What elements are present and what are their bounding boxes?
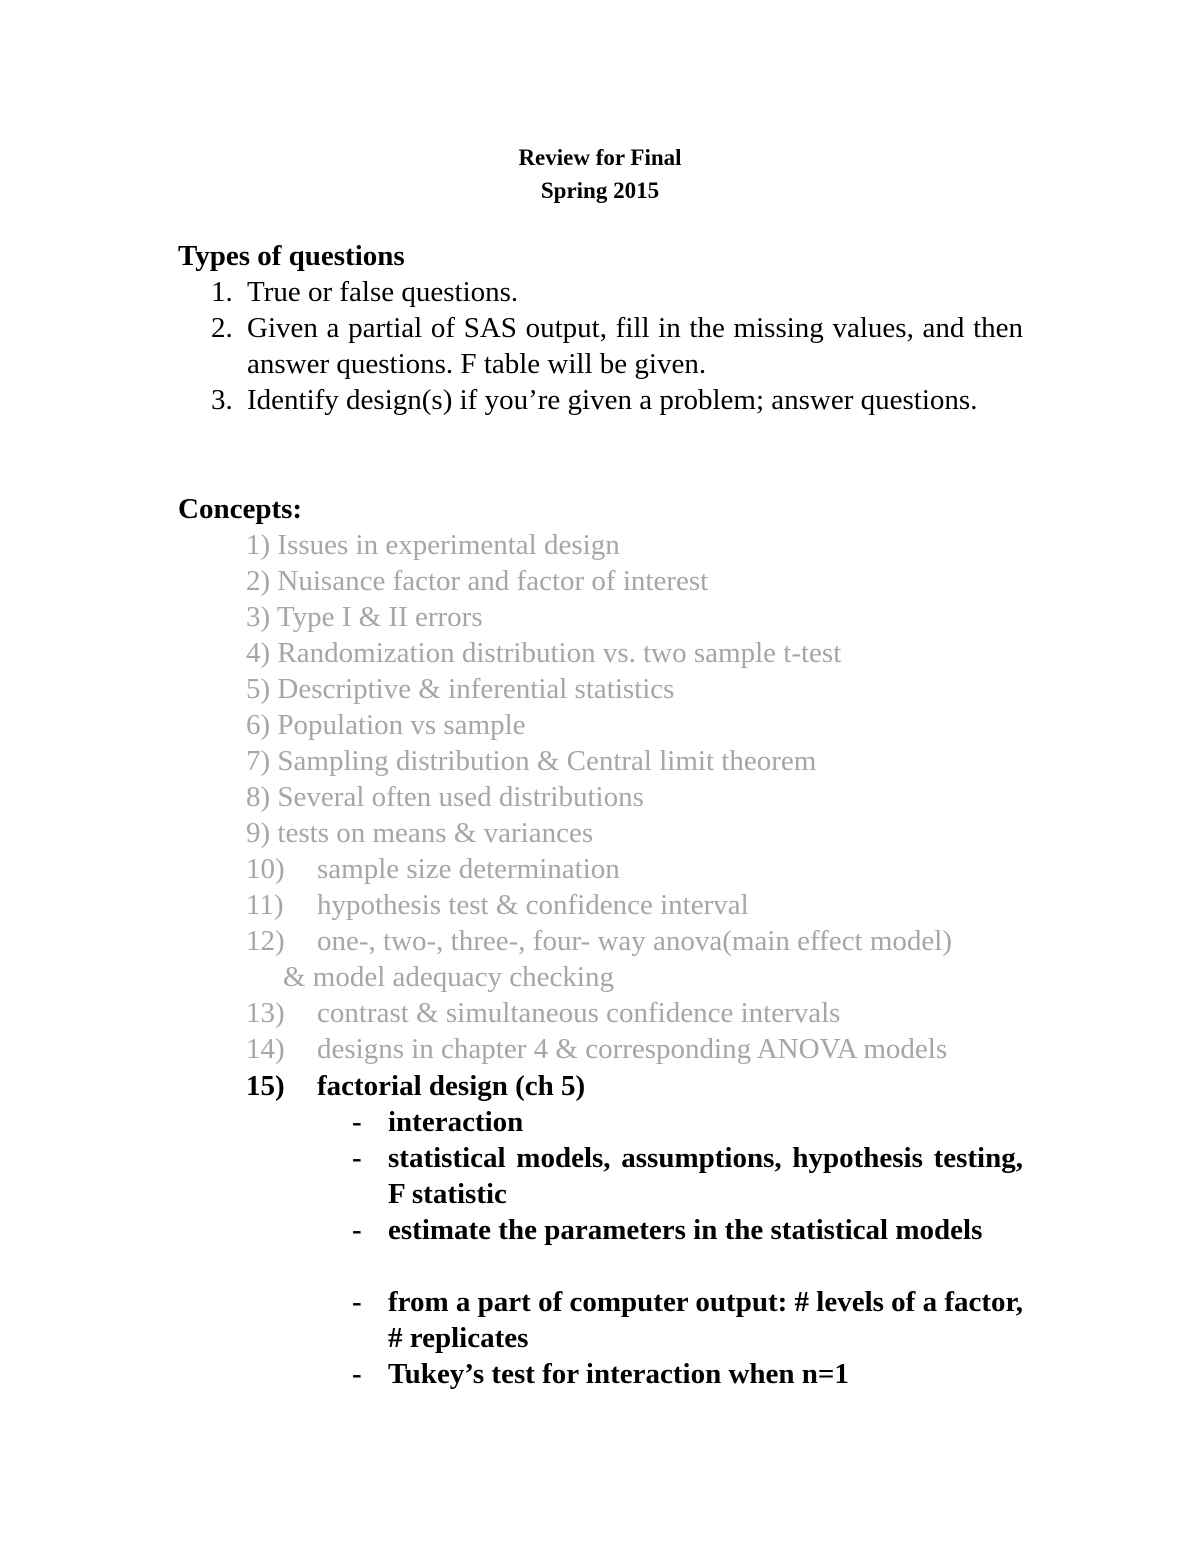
concept-number: 14) <box>246 1033 285 1065</box>
concept-text: Sampling distribution & Central limit theorem <box>277 745 817 777</box>
concepts-heading: Concepts: <box>178 493 303 525</box>
concept-item <box>246 671 1026 707</box>
question-type-text: Given a partial of SAS output, fill in the missing values, and then answer questions. F table will be given. <box>247 312 1023 380</box>
subtopic-text: interaction <box>388 1106 524 1138</box>
concept-item <box>246 599 1026 635</box>
concept-number: 5) <box>246 673 271 705</box>
bullet-dash: - <box>352 1214 362 1246</box>
bullet-dash: - <box>352 1286 362 1318</box>
concept-text: sample size determination <box>317 853 620 885</box>
concept-number: 3) <box>246 601 271 633</box>
document-title: Review for Final <box>518 145 682 170</box>
concept-text: tests on means & variances <box>277 817 594 849</box>
subtopic-item <box>352 1212 1023 1248</box>
subtopic-text: Tukey’s test for interaction when n=1 <box>388 1358 849 1390</box>
concept-item <box>246 707 1026 743</box>
concept-number: 1) <box>246 529 271 561</box>
concept-text: factorial design (ch 5) <box>317 1070 586 1102</box>
question-type-item <box>211 382 1023 418</box>
concept-number: 7) <box>246 745 271 777</box>
concept-number: 2) <box>246 565 271 597</box>
concept-item <box>246 779 1026 815</box>
question-type-text: Identify design(s) if you’re given a problem; answer questions. <box>247 384 978 416</box>
document-subtitle: Spring 2015 <box>540 178 660 203</box>
concept-item <box>246 923 1026 959</box>
question-type-item <box>211 310 1023 382</box>
concept-number: 11) <box>246 889 284 921</box>
bullet-dash: - <box>352 1142 362 1174</box>
subtopic-text: estimate the parameters in the statistical models <box>388 1214 983 1246</box>
subtopic-item <box>352 1356 1023 1392</box>
concept-text: Several often used distributions <box>277 781 644 813</box>
question-type-text: True or false questions. <box>247 276 519 308</box>
concept-text-continuation: & model adequacy checking <box>283 961 614 993</box>
question-type-number: 2. <box>211 312 233 344</box>
concept-text: contrast & simultaneous confidence intervals <box>317 997 841 1029</box>
concept-item <box>246 851 1026 887</box>
concept-item <box>246 1031 1026 1067</box>
concept-number: 12) <box>246 925 285 957</box>
concept-item <box>246 743 1026 779</box>
subtopic-text: from a part of computer output: # levels of a factor, # replicates <box>388 1286 1023 1354</box>
concept-text: hypothesis test & confidence interval <box>317 889 749 921</box>
concept-number: 9) <box>246 817 271 849</box>
concept-text: one-, two-, three-, four- way anova(main effect model) <box>317 925 952 957</box>
question-type-number: 1. <box>211 276 233 308</box>
question-type-item <box>211 274 1023 310</box>
concept-number: 13) <box>246 997 285 1029</box>
concept-text: Issues in experimental design <box>277 529 620 561</box>
concept-item <box>246 635 1026 671</box>
concept-number: 4) <box>246 637 271 669</box>
concept-item <box>246 527 1026 563</box>
concept-text: Nuisance factor and factor of interest <box>277 565 709 597</box>
types-heading: Types of questions <box>178 240 405 272</box>
concept-item <box>246 995 1026 1031</box>
question-type-number: 3. <box>211 384 233 416</box>
subtopic-item <box>352 1140 1023 1212</box>
concept-item <box>246 887 1026 923</box>
subtopic-item <box>352 1104 1023 1140</box>
concept-item <box>246 815 1026 851</box>
concept-number: 10) <box>246 853 285 885</box>
subtopic-item <box>352 1284 1023 1356</box>
concept-text: Type I & II errors <box>276 601 483 633</box>
concept-text: designs in chapter 4 & corresponding ANOVA models <box>317 1033 948 1065</box>
concept-text: Randomization distribution vs. two sample t-test <box>277 637 842 669</box>
concept-number: 15) <box>246 1070 285 1102</box>
bullet-dash: - <box>352 1106 362 1138</box>
concept-item-current <box>246 1068 1026 1104</box>
concept-number: 8) <box>246 781 271 813</box>
concept-number: 6) <box>246 709 271 741</box>
concept-text: Population vs sample <box>277 709 526 741</box>
bullet-dash: - <box>352 1358 362 1390</box>
concept-item <box>246 563 1026 599</box>
concept-text: Descriptive & inferential statistics <box>277 673 675 705</box>
subtopic-text: statistical models, assumptions, hypothesis testing, F statistic <box>388 1142 1023 1210</box>
